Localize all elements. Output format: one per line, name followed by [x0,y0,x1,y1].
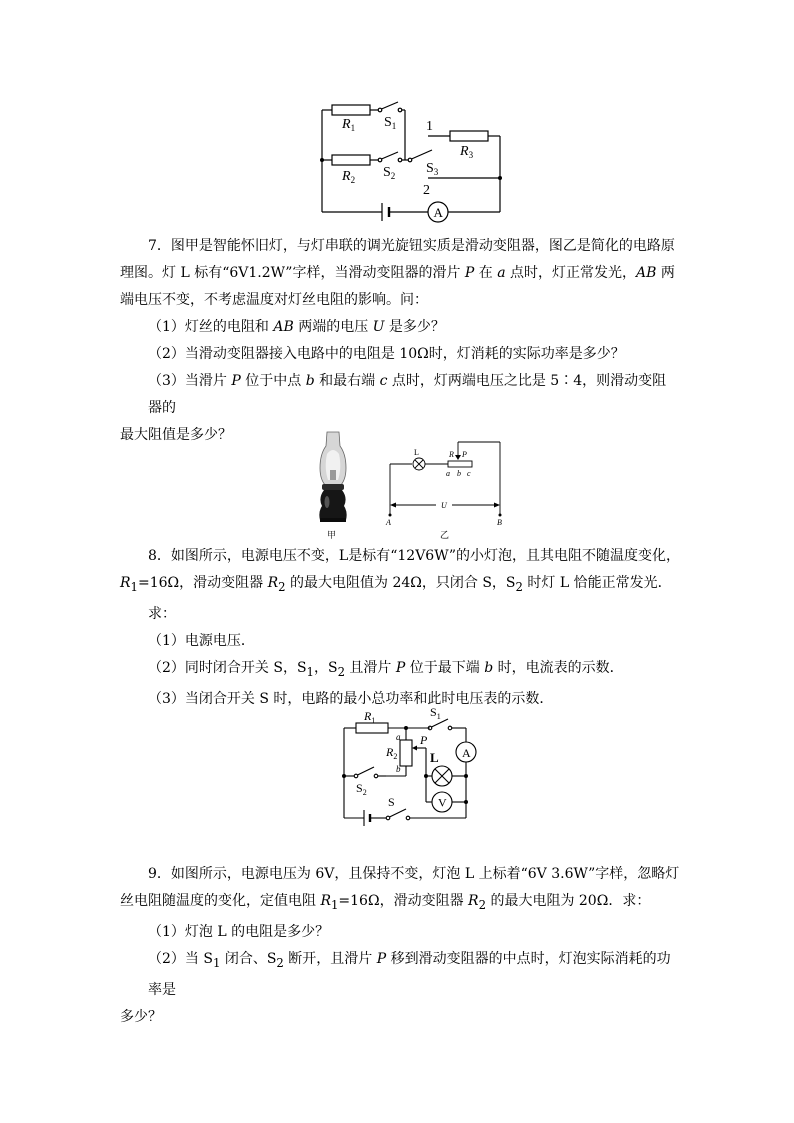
label-yi: 乙 [440,530,450,540]
label-s2: $S_2$ [383,165,396,181]
switch-s2-blade [358,767,375,775]
question-7-part-1: （1）灯丝的电阻和 AB 两端的电压 U 是多少？ [148,319,445,335]
resistor-r2 [332,155,370,165]
label-a: a [446,469,450,478]
question-7 [120,233,680,449]
question-8-part-2: （2）同时闭合开关 S，$S_1$，$S_2$ 且滑片 P 位于最下端 b 时，电流表的示数． [148,659,624,679]
label-point-a: A [386,518,391,527]
question-7-part-2: （2）当滑动变阻器接入电路中的电阻是 10Ω时，灯消耗的实际功率是多少？ [148,346,625,362]
label-p: P [420,733,428,747]
circuit-diagram-3 [330,706,490,832]
question-8-number: 8． [148,548,171,564]
rheostat-r2 [400,740,412,766]
question-7-part-3: （3）当滑片 P 位于中点 b 和最右端 c 点时，灯两端电压之比是 5∶4，则滑动变阻器的 [148,373,667,416]
label-s: S [388,795,395,809]
ammeter-label: A [462,746,471,760]
question-7-number: 7． [148,238,171,254]
figure-lamp-and-circuit [300,424,520,542]
switch-s1-blade [382,102,399,109]
label-b: b [396,764,401,774]
label-u: U [441,501,447,510]
label-contact-1: 1 [426,119,433,134]
question-9-text: 9．如图所示，电源电压为 6V，且保持不变，灯泡 L 上标着“6V 3.6W”字样，忽略灯丝电阻随温度的变化，定值电阻 $R_1=16\Omega$，滑动变阻器 $R_2$ 的最大电阻为 20Ω．求： [120,866,680,912]
label-r1: $R_1$ [364,709,376,725]
lamp-circuit-diagram [300,424,520,542]
label-contact-2: 2 [423,183,430,198]
label-r: R [449,450,454,459]
figure-circuit-question-8 [330,706,490,832]
label-jia: 甲 [327,530,337,540]
label-s3: $S_3$ [426,161,439,177]
question-8 [120,543,680,713]
label-c: c [467,469,471,478]
label-point-b: B [497,518,502,527]
rheostat-r [448,461,472,467]
switch-s-blade [390,809,407,817]
question-8-part-3: （3）当闭合开关 S 时，电路的最小总功率和此时电压表的示数． [148,690,554,707]
label-s1: $S_1$ [430,705,441,721]
resistor-r3 [450,131,488,141]
label-l: L [430,750,439,765]
label-b: b [457,469,461,478]
label-p: P [462,450,467,459]
question-8-text: 8．如图所示，电源电压不变，L是标有“12V6W”的小灯泡，且其电阻不随温度变化，$R_1=16\Omega$，滑动变阻器 $R_2$ 的最大电阻值为 24Ω，只闭合 S，$S_2$ 时灯 L 恰能正常发光． [120,548,681,594]
question-9-number: 9． [148,866,171,882]
question-8-part-1: （1）电源电压． [148,632,255,649]
label-r2: $R_2$ [386,745,398,761]
question-9-part-2-cont: 多少？ [120,1008,162,1025]
label-a: a [396,732,401,742]
label-r2: $R_2$ [342,169,356,185]
question-9 [120,861,680,1031]
voltmeter-label: V [438,795,447,810]
label-l: L [414,448,419,457]
switch-s3-blade [412,150,433,159]
question-9-part-2: （2）当 $S_1$ 闭合、$S_2$ 断开，且滑片 P 移到滑动变阻器的中点时，灯泡实际消耗的功率是 [148,950,671,998]
question-9-part-1: （1）灯泡 L 的电阻是多少？ [148,923,330,940]
label-s2: $S_2$ [356,781,367,797]
question-8-qiu: 求： [148,605,176,622]
label-r3: $R_3$ [460,144,474,160]
figure-circuit-r1-r2-r3 [310,92,530,222]
question-7-text: 7．图甲是智能怀旧灯，与灯串联的调光旋钮实质是滑动变阻器，图乙是简化的电路原理图。灯 L 标有“6V1.2W”字样，当滑动变阻器的滑片 P 在 a 点时，灯正常发光，AB 两端电压不变，不考虑温度对灯丝电阻的影响。问： [120,238,675,308]
ammeter-label: A [433,205,443,220]
switch-s2-blade [382,152,399,159]
label-s1: $S_1$ [384,115,397,131]
resistor-r1 [332,105,370,115]
lamp-image [319,432,346,522]
question-7-part-3-cont: 最大阻值是多少？ [120,427,232,443]
circuit-diagram-1 [310,92,530,222]
label-r1: $R_1$ [342,117,356,133]
